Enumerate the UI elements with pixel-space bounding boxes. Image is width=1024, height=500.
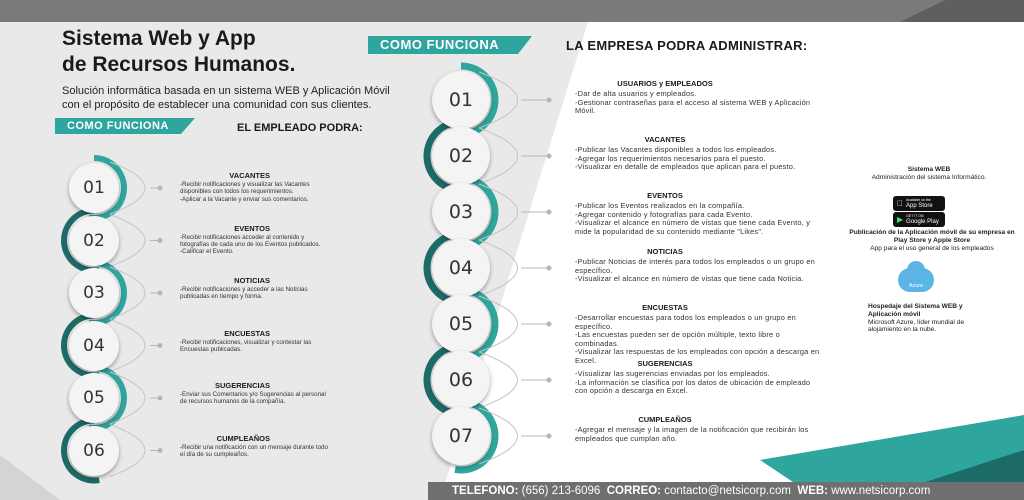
app-store-small: Available on the xyxy=(900,198,925,202)
employee-step-description: -Recibir notificaciones y acceder a las Noticias publicadas en tiempo y forma. xyxy=(180,286,308,301)
company-step-description: -Visualizar las sugerencias enviadas por los empleados. -La información se clasifica por los datos de ubicación de empleado con opción a descarga en Excel. xyxy=(575,369,811,396)
employee-step-description: -Recibir notificaciones acceder al contenido y fotografías de cada uno de los Eventos publicados. -Calificar el Evento. xyxy=(180,233,321,256)
step-number-circle: 05 xyxy=(432,295,490,353)
company-step-description: -Publicar Noticias de interés para todos los empleados o un grupo en específico. -Visualizar el alcance en número de vistas que tiene cada Noticia. xyxy=(575,257,815,284)
right-section-tag: COMO FUNCIONA xyxy=(368,36,518,54)
left-section-heading: EL EMPLEADO PODRA: xyxy=(237,122,363,134)
web-label: WEB: xyxy=(797,485,829,497)
connector-dot xyxy=(547,154,552,159)
title-line-2: de Recursos Humanos. xyxy=(62,53,296,76)
step-number-circle: 02 xyxy=(432,127,490,185)
google-play-label: Google Play xyxy=(906,218,939,225)
right-section-heading: LA EMPRESA PODRA ADMINISTRAR: xyxy=(566,38,808,53)
azure-cloud-icon xyxy=(898,268,934,292)
company-step-description: -Agregar el mensaje y la imagen de la notificación que recibirán los empleados que cumplan año. xyxy=(575,425,809,443)
step-number-circle: 04 xyxy=(69,321,119,371)
step-number-circle: 03 xyxy=(69,268,119,318)
employee-step-description: -Recibir notificaciones y visualizar las Vacantes disponibles con todos los requerimientos. -Aplicar a la Vacante y enviar sus comentarios. xyxy=(180,181,310,203)
web-system-info xyxy=(834,166,1024,182)
step-number-circle: 04 xyxy=(432,239,490,297)
subtitle-line-2: con el propósito de establecer una comunidad con sus clientes. xyxy=(62,99,372,111)
azure-label: Azure xyxy=(908,283,924,289)
employee-step-title: ENCUESTAS xyxy=(224,328,270,338)
app-store-badge[interactable] xyxy=(893,196,945,211)
hosting-info xyxy=(868,303,988,334)
step-number-circle: 02 xyxy=(69,216,119,266)
app-store-label: App Store xyxy=(900,202,927,209)
connector-dot xyxy=(547,210,552,215)
step-number-circle: 01 xyxy=(69,163,119,213)
connector-dot xyxy=(158,291,163,296)
app-publishing-info xyxy=(842,229,1022,252)
contact-footer xyxy=(428,482,1024,500)
employee-step-description: -Recibir una notificación con un mensaje durante todo el día de su cumpleaños. xyxy=(180,443,328,458)
company-step-description: -Desarrollar encuestas para todos los empleados o un grupo en específico. -Las encuestas pueden ser de opción múltiple, texto libre o combinadas. -Visualizar las respuestas de los empleados con opción a descarga en Excel. xyxy=(575,313,820,365)
step-number-circle: 03 xyxy=(432,183,490,241)
employee-step-title: SUGERENCIAS xyxy=(214,381,270,390)
left-section-tag: COMO FUNCIONA xyxy=(55,118,181,134)
employee-step-title: CUMPLEAÑOS xyxy=(216,433,270,443)
company-step-title: NOTICIAS xyxy=(647,247,683,256)
step-number-circle: 06 xyxy=(69,426,119,476)
connector-dot xyxy=(158,448,163,453)
google-play-badge[interactable] xyxy=(893,212,945,227)
connector-dot xyxy=(547,434,552,439)
connector-dot xyxy=(547,98,552,103)
google-play-small: GET IT ON xyxy=(906,214,924,218)
employee-step-title: EVENTOS xyxy=(234,223,270,233)
hosting-desc: Microsoft Azure, líder mundial de alojamiento en la nube. xyxy=(868,318,965,334)
app-publishing-desc: App para el uso general de los empleados xyxy=(870,244,994,252)
company-step-description: -Publicar las Vacantes disponibles a todos los empleados. -Agregar los requerimientos necesarios para el puesto. -Visualizar en detalle de empleados que aplican para el puesto. xyxy=(575,145,796,172)
web-system-title: Sistema WEB xyxy=(907,166,951,173)
step-number-circle: 01 xyxy=(432,71,490,129)
employee-step-description: -Enviar sus Comentarios y/o Sugerencias al personal de recursos humanos de la compañía. xyxy=(180,391,326,406)
web-value[interactable]: www.netsicorp.com xyxy=(831,485,931,497)
connector-dot xyxy=(547,266,552,271)
title-line-1: Sistema Web y App xyxy=(62,27,256,50)
connector-dot xyxy=(158,396,163,401)
web-system-desc: Administración del sistema Informático. xyxy=(871,173,987,181)
phone-label: TELEFONO: xyxy=(452,485,519,497)
company-step-title: CUMPLEAÑOS xyxy=(638,415,692,424)
employee-step-title: VACANTES xyxy=(229,171,270,180)
company-step-description: -Publicar los Eventos realizados en la compañía. -Agregar contenido y fotografías para cada Evento. -Visualizar el alcance en número de vistas que tiene cada Evento, y mide la popularidad de su contenido mediante "Likes". xyxy=(575,201,811,236)
connector-dot xyxy=(547,322,552,327)
app-publishing-title: Publicación de la Aplicación móvil de su empresa en Play Store y Apple Store xyxy=(849,229,1015,244)
hosting-title: Hospedaje del Sistema WEB y Aplicación móvil xyxy=(868,303,963,318)
step-number-circle: 06 xyxy=(432,351,490,409)
employee-step-title: NOTICIAS xyxy=(234,276,270,285)
subtitle-line-1: Solución informática basada en un sistema WEB y Aplicación Móvil xyxy=(62,85,390,97)
company-step-title: USUARIOS y EMPLEADOS xyxy=(617,79,713,88)
company-step-title: EVENTOS xyxy=(647,191,683,200)
phone-value[interactable]: (656) 213-6096 xyxy=(521,485,601,497)
connector-dot xyxy=(547,378,552,383)
employee-step-description: -Recibir notificaciones, visualizar y contestar las Encuestas publicadas. xyxy=(180,338,312,353)
apple-icon xyxy=(897,199,903,208)
email-label: CORREO: xyxy=(606,485,662,497)
email-value[interactable]: contacto@netsicorp.com xyxy=(664,485,791,497)
company-step-description: -Dar de alta usuarios y empleados. -Gestionar contraseñas para el acceso al sistema WEB y Aplicación Móvil. xyxy=(575,89,811,116)
play-icon: ▶ xyxy=(897,215,904,224)
company-step-title: VACANTES xyxy=(644,135,686,144)
connector-dot xyxy=(158,186,163,191)
company-step-title: SUGERENCIAS xyxy=(637,359,693,368)
step-number-circle: 07 xyxy=(432,407,490,465)
connector-dot xyxy=(158,238,163,243)
company-step-title: ENCUESTAS xyxy=(642,303,688,312)
connector-dot xyxy=(158,343,163,348)
step-number-circle: 05 xyxy=(69,373,119,423)
